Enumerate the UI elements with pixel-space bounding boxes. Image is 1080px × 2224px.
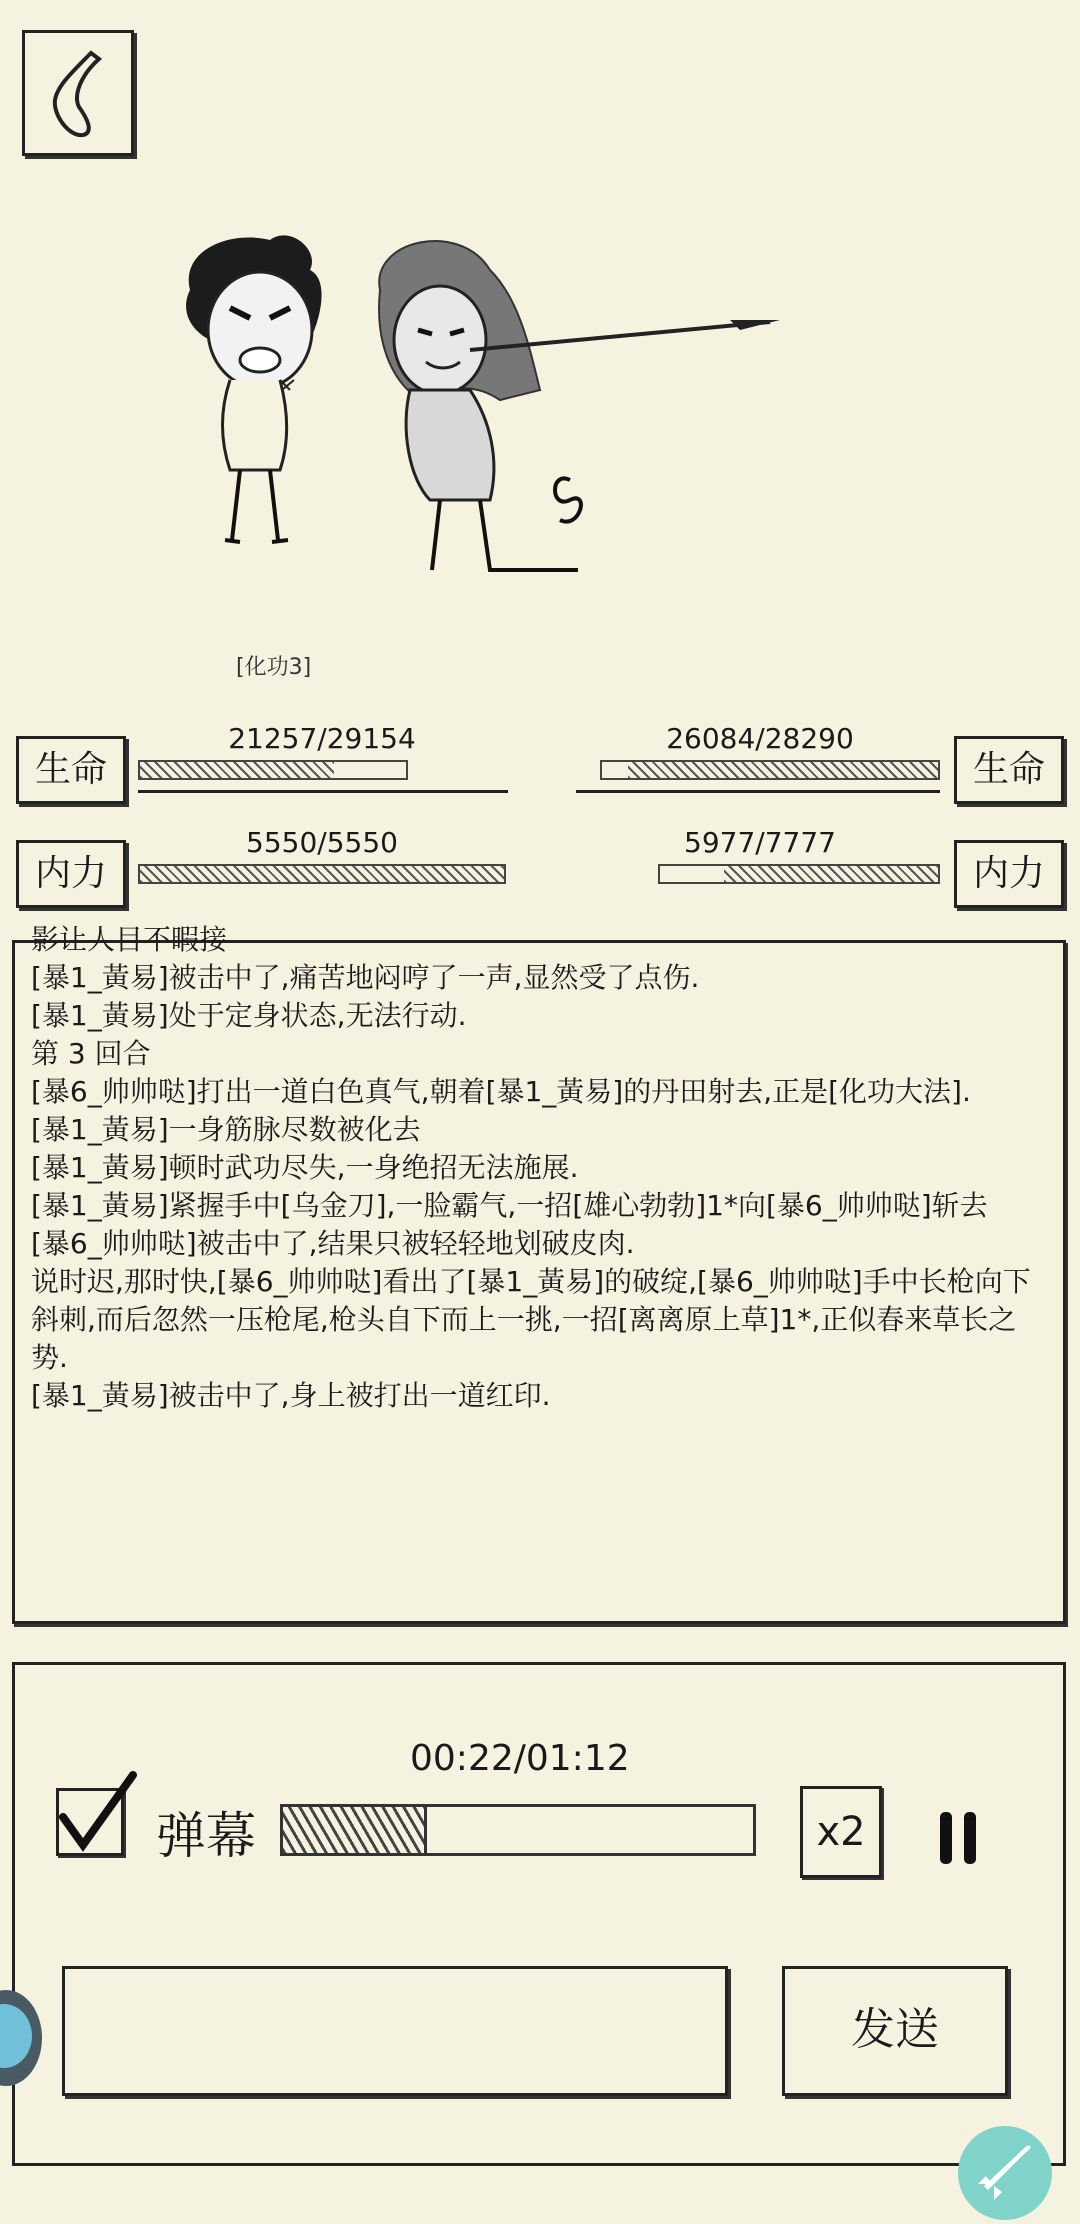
left-hp-bar-fill (140, 762, 334, 778)
right-hp-divider (576, 790, 940, 793)
right-mp-label: 内力 (954, 840, 1064, 908)
battle-scene (170, 230, 810, 590)
back-arrow-icon (39, 45, 119, 145)
left-hp-bar (138, 760, 408, 780)
danmu-label: 弹幕 (156, 1807, 256, 1865)
log-line: [暴1_黃易]被击中了,痛苦地闷哼了一声,显然受了点伤. (31, 961, 700, 994)
right-mp-bar-fill (724, 866, 938, 882)
playback-progress-bar[interactable] (280, 1804, 756, 1856)
log-line: [暴1_黃易]被击中了,身上被打出一道红印. (31, 1379, 551, 1412)
log-line: [暴1_黃易]一身筋脉尽数被化去 (31, 1113, 421, 1146)
rocket-boost-icon[interactable] (958, 2126, 1052, 2220)
log-line: [暴1_黃易]紧握手中[乌金刀],一脸霸气,一招[雄心勃勃]1*向[暴6_帅帅哒]斩去 (31, 1189, 988, 1222)
battle-log[interactable] (12, 923, 1066, 1624)
log-line: 影让人目不暇接 (31, 923, 228, 956)
playback-time: 00:22/01:12 (410, 1738, 630, 1779)
log-line: 第 3 回合 (31, 1037, 151, 1070)
right-character-illustration (379, 241, 780, 570)
log-line: [暴1_黃易]顿时武功尽失,一身绝招无法施展. (31, 1151, 579, 1184)
battle-log-lines (31, 921, 1045, 1415)
log-line: [暴1_黃易]处于定身状态,无法行动. (31, 999, 467, 1032)
left-character-illustration (186, 235, 321, 542)
left-mp-bar-fill (140, 866, 504, 882)
right-mp-bar (658, 864, 940, 884)
speed-button[interactable]: x2 (800, 1786, 882, 1878)
right-hp-label: 生命 (954, 736, 1064, 804)
left-mp-value: 5550/5550 (246, 826, 398, 859)
left-mp-label: 内力 (16, 840, 126, 908)
left-hp-label: 生命 (16, 736, 126, 804)
back-button[interactable] (22, 30, 134, 156)
pause-button[interactable] (940, 1812, 980, 1864)
left-hp-value: 21257/29154 (228, 722, 416, 755)
log-line: [暴6_帅帅哒]被击中了,结果只被轻轻地划破皮肉. (31, 1227, 635, 1260)
send-button[interactable]: 发送 (782, 1966, 1008, 2096)
status-effect-tag: [化功3] (236, 655, 312, 680)
danmu-checkbox[interactable] (56, 1788, 124, 1856)
checkmark-icon (53, 1767, 143, 1857)
left-hp-divider (138, 790, 508, 793)
playback-progress-fill (283, 1807, 427, 1853)
right-hp-value: 26084/28290 (666, 722, 854, 755)
right-hp-bar (600, 760, 940, 780)
danmu-input[interactable] (62, 1966, 728, 2096)
right-mp-value: 5977/7777 (684, 826, 836, 859)
log-line: 说时迟,那时快,[暴6_帅帅哒]看出了[暴1_黃易]的破绽,[暴6_帅帅哒]手中长枪向下斜刺,而后忽然一压枪尾,枪头自下而上一挑,一招[离离原上草]1*,正似春来草长之势. (31, 1265, 1031, 1374)
log-line: [暴6_帅帅哒]打出一道白色真气,朝着[暴1_黃易]的丹田射去,正是[化功大法]. (31, 1075, 971, 1108)
left-mp-bar (138, 864, 506, 884)
pause-icon (940, 1812, 952, 1864)
right-hp-bar-fill (628, 762, 938, 778)
